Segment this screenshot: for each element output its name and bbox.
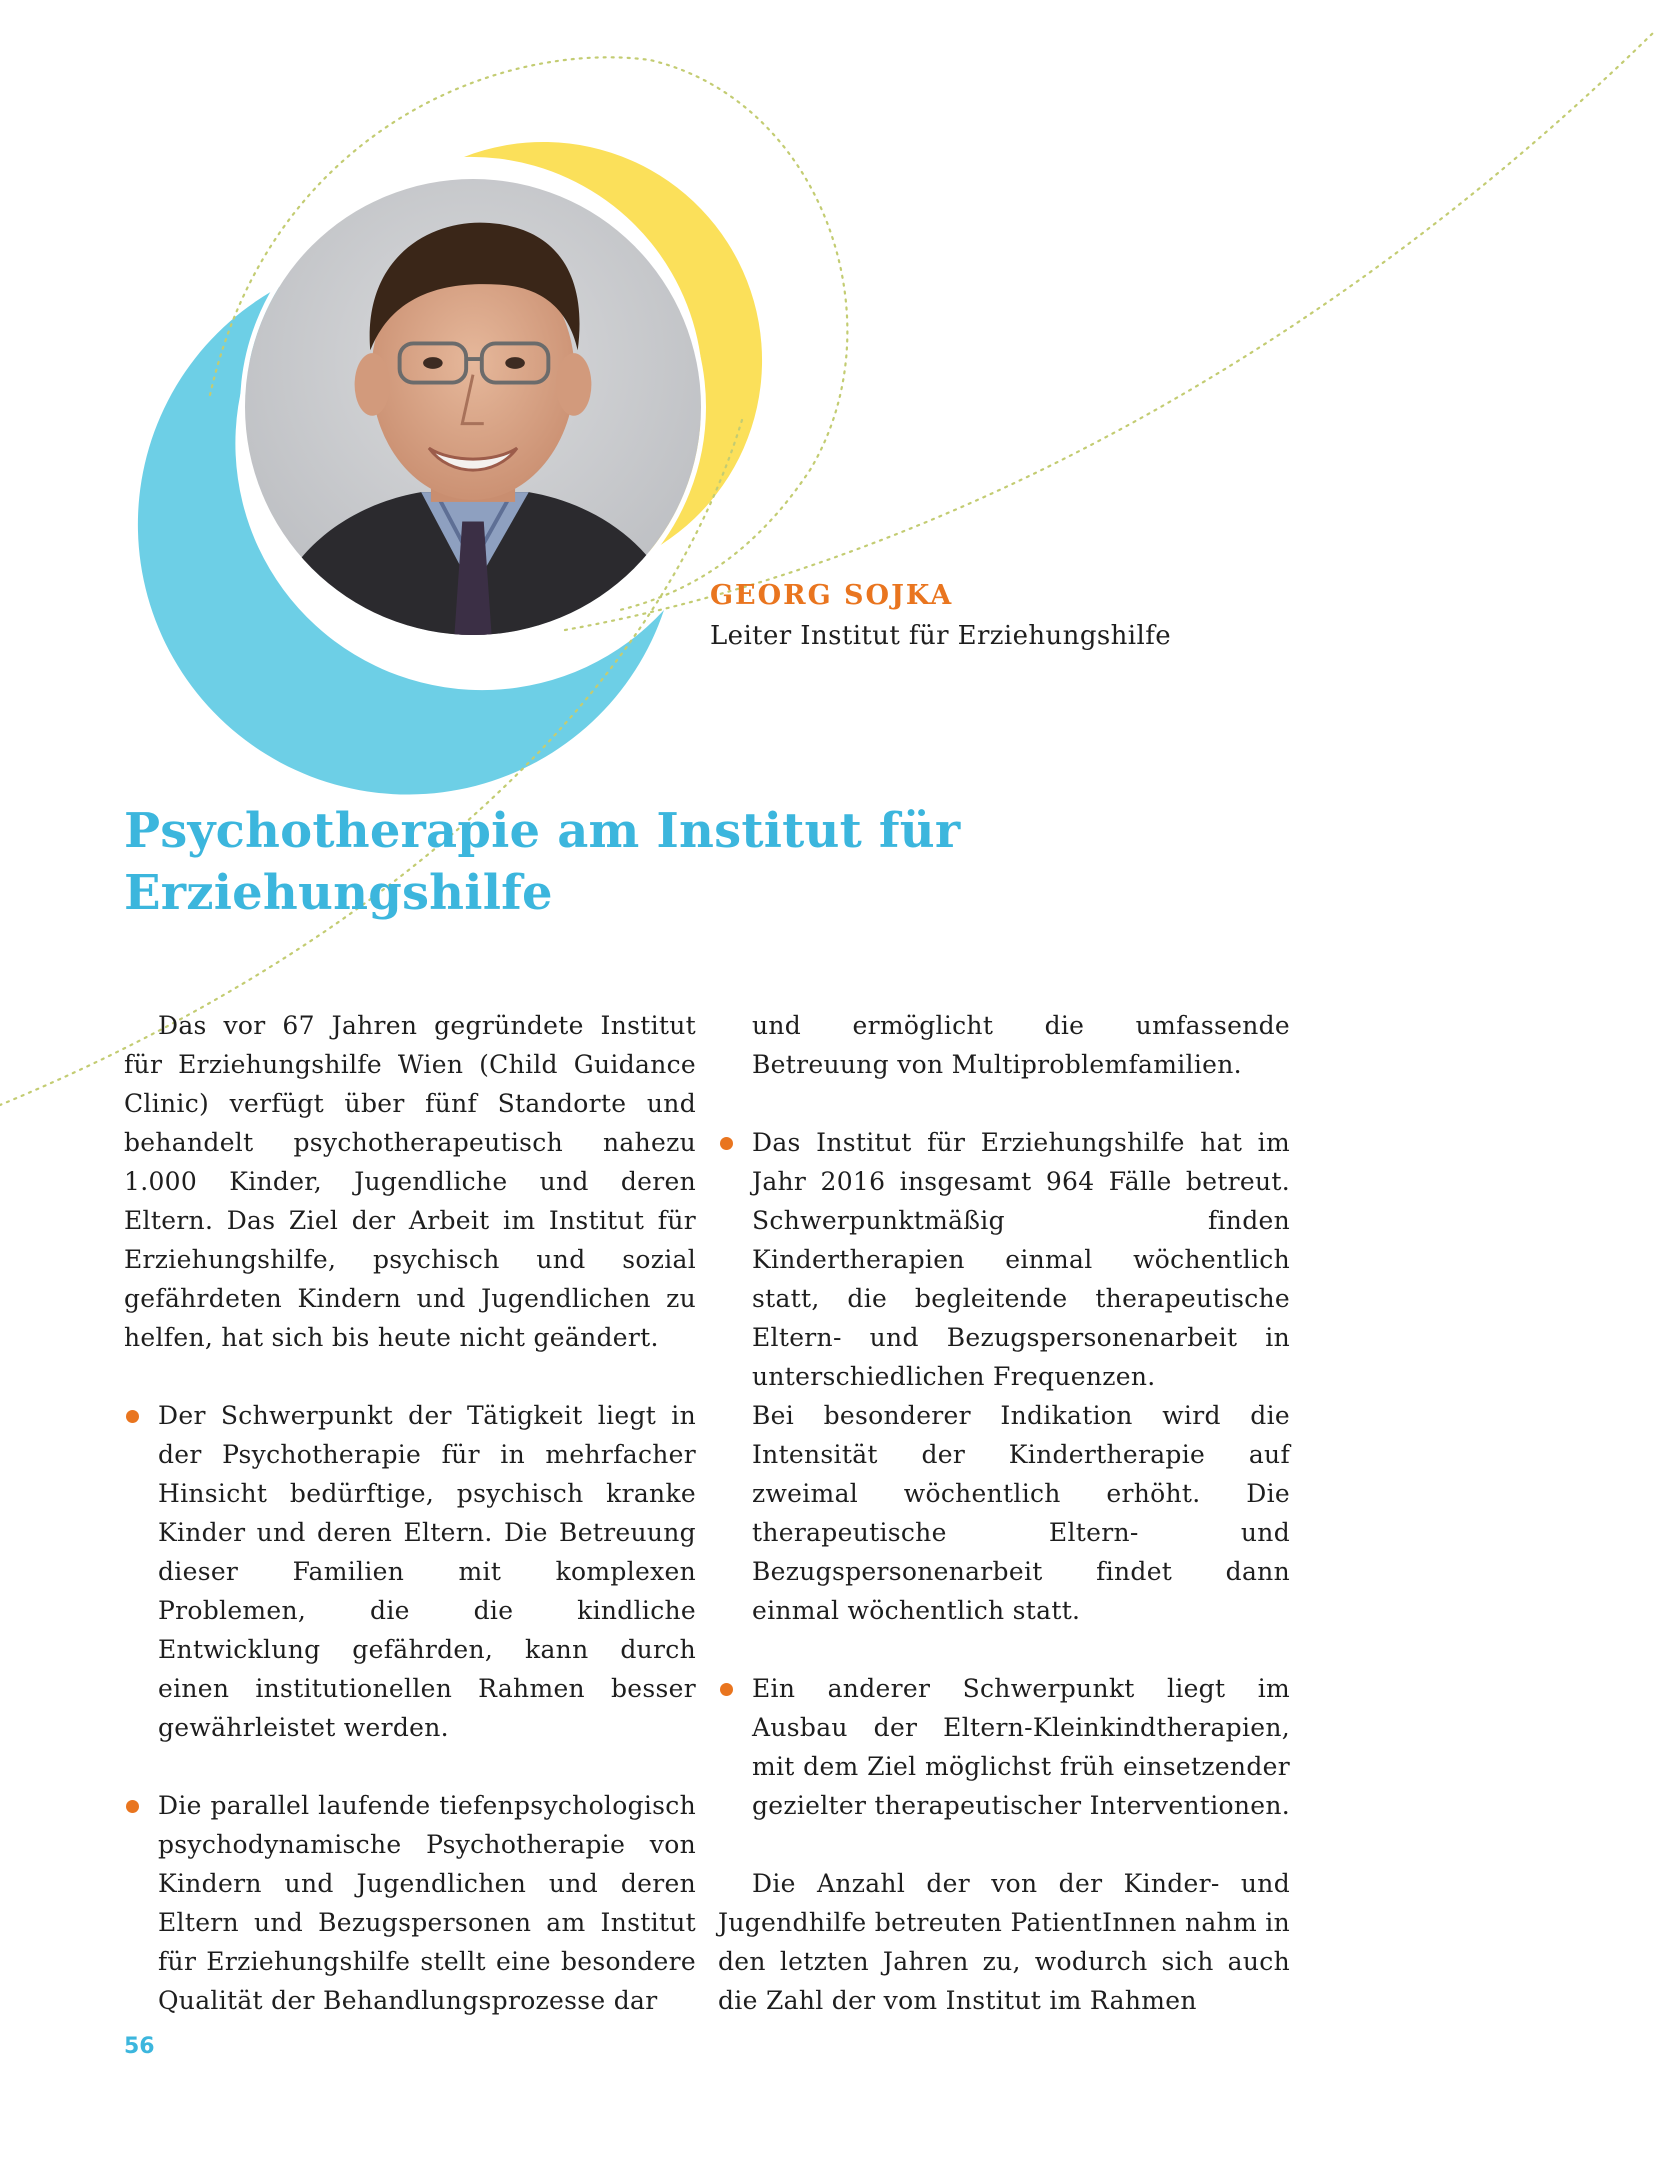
author-name: GEORG SOJKA bbox=[710, 580, 954, 611]
closing-paragraph: Die Anzahl der von der Kinder- und Jugendhilfe betreuten PatientInnen nahm in den letzten Jahren zu, wodurch sich auch die Zahl der vom Institut im Rahmen bbox=[718, 1869, 1290, 2015]
article-title bbox=[124, 800, 1224, 924]
bullet-item-parent-toddler: Ein anderer Schwerpunkt liegt im Ausbau der Eltern-Kleinkindtherapien, mit dem Ziel möglichst früh einsetzender gezielter therapeutischer Interventionen. bbox=[718, 1669, 1290, 1825]
article-title-line1: Psychotherapie am Institut für bbox=[124, 803, 961, 859]
bullet-item-parallel-therapy: Die parallel laufende tiefenpsychologisch psychodynamische Psychotherapie von Kindern und Jugendlichen und deren Eltern und Bezugspersonen am Institut für Erziehungshilfe stellt eine besondere Qualität der Behandlungsprozesse dar bbox=[124, 1786, 696, 2020]
left-column bbox=[124, 1006, 696, 2020]
article-title-line2: Erziehungshilfe bbox=[124, 865, 553, 921]
page-number: 56 bbox=[124, 2034, 155, 2059]
bullet-item-cases-2016-continued: Bei besonderer Indikation wird die Intensität der Kindertherapie auf zweimal wöchentlich erhöht. Die therapeutische Eltern- und Bezugspersonenarbeit findet dann einmal wöchentlich statt. bbox=[752, 1401, 1290, 1625]
bullet-item-cases-2016: Das Institut für Erziehungshilfe hat im Jahr 2016 insgesamt 964 Fälle betreut. Schwerpunktmäßig finden Kindertherapien einmal wöchentlich statt, die begleitende therapeutische Eltern- und Bezugspersonenarbeit in unterschiedlichen Frequenzen. bbox=[718, 1123, 1290, 1396]
continuation-text: und ermöglicht die umfassende Betreuung von Multiproblemfamilien. bbox=[752, 1011, 1290, 1079]
right-column bbox=[718, 1006, 1290, 2020]
author-portrait bbox=[240, 174, 706, 640]
intro-paragraph: Das vor 67 Jahren gegründete Institut für Erziehungshilfe Wien (Child Guidance Clinic) verfügt über fünf Standorte und behandelt psychotherapeutisch nahezu 1.000 Kinder, Jugendliche und deren Eltern. Das Ziel der Arbeit im Institut für Erziehungshilfe, psychisch und sozial gefährdeten Kindern und Jugendlichen zu helfen, hat sich bis heute nicht geändert. bbox=[124, 1011, 696, 1352]
author-role: Leiter Institut für Erziehungshilfe bbox=[710, 621, 1172, 651]
portrait-illustration bbox=[245, 179, 701, 635]
bullet-item-focus: Der Schwerpunkt der Tätigkeit liegt in der Psychotherapie für in mehrfacher Hinsicht bedürftige, psychisch kranke Kinder und deren Eltern. Die Betreuung dieser Familien mit komplexen Problemen, die die kindliche Entwicklung gefährden, kann durch einen institutionellen Rahmen besser gewährleistet werden. bbox=[124, 1396, 696, 1747]
author-caption bbox=[710, 578, 1171, 654]
